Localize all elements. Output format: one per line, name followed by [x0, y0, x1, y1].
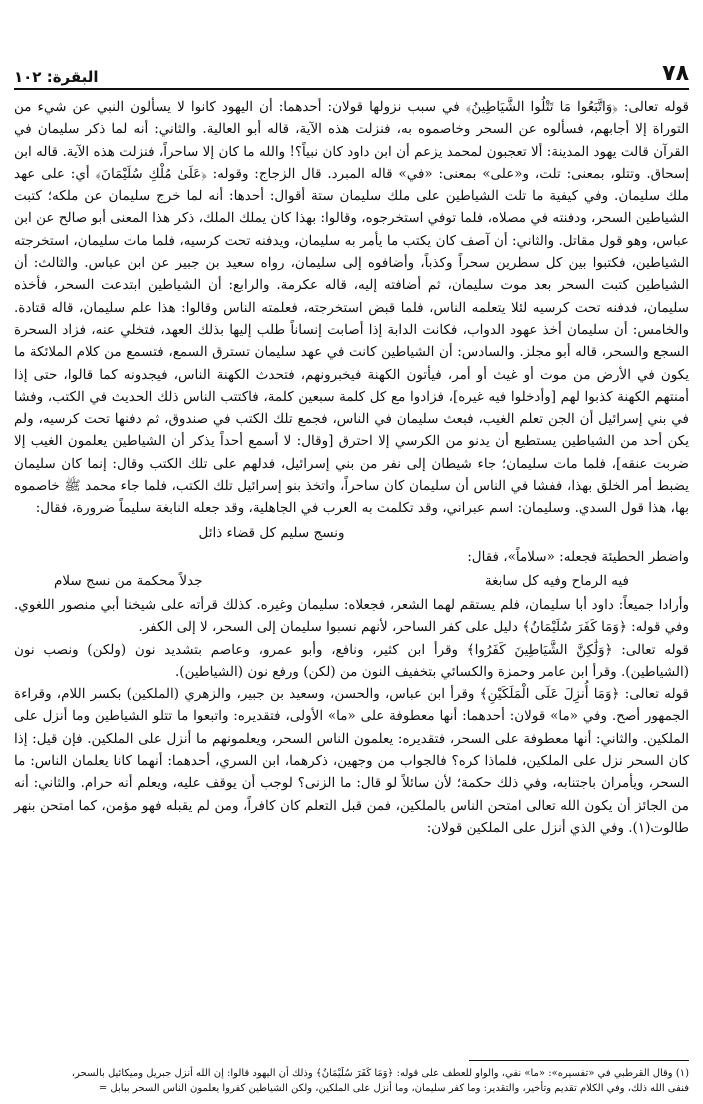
page-number: ٧٨ — [662, 61, 689, 86]
footnote-line: (١) وقال القرطبي في «تفسيره»: «ما» نفي، والواو للعطف على قوله: ﴿وَمَا كَفَرَ سُلَيْمَانُ﴾ وذلك أن اليهود قالوا: إن الله أنزل جبريل وميكائيل بالسحر، — [71, 1068, 689, 1079]
running-head: البقرة: ١٠٢ — [14, 68, 99, 86]
poetry-hemistich-second: جدلاً محكمة من نسج سلام — [54, 572, 203, 589]
paragraph-malakayn: قوله تعالى: ﴿وَمَا أُنزِلَ عَلَى الْمَلَكَيْنِ﴾ وقرأ ابن عباس، والحسن، وسعيد بن جبير، والزهري (الملكين) بكسر اللام، وقراءة الجمهور أصح. وفي «ما» قولان: أحدهما: أنها معطوفة على «ما» الأولى، فتقديره: واتبعوا ما تتلو الشياطين وما أنزل على الملكين. والثاني: أنها معطوفة على السحر، فتقديره: يعلمون الناس السحر، ويعلمونهم ما أنزل على الملكين. فإن قيل: إذا كان السحر نزل على الملكين، فلماذا كره؟ فالجواب من وجهين، ذكرهما، ابن السري، أحدهما: أنهما كانا يعلمان الناس: ما السحر، ويأمران باجتنابه، وفي ذلك حكمة؛ لأن سائلاً لو قال: ما الزنى؟ لوجب أن يوقف عليه، ويعلم أنه حرام. والثاني: أنه من الجائز أن يكون الله تعالى امتحن الناس بالملكين، فمن قبل التعلم كان كافراً، ومن لم يقبله فهو مؤمن، كما امتحن بنهر طالوت(١). وفي الذي أنزل على الملكين قولان: — [14, 686, 689, 836]
poetry-line-hutayah — [14, 568, 689, 594]
footnote-divider — [469, 1060, 689, 1061]
poetry-hemistich: ونسج سليم كل قضاء ذائل — [198, 524, 345, 541]
paragraph-lakin: قوله تعالى: ﴿وَلَٰكِنَّ الشَّيَاطِينَ كَفَرُوا﴾ وقرأ ابن كثير، ونافع، وأبو عمرو، وعاصم بتشديد نون (ولكن) ونصب نون (الشياطين). وقرأ ابن عامر وحمزة والكسائي بتخفيف النون من (لكن) ورفع نون (الشياطين). — [14, 641, 689, 680]
header-divider — [14, 88, 689, 90]
footnote-line: فنفى الله ذلك، وفي الكلام تقديم وتأخير، والتقدير: وما كفر سليمان، وما أنزل على الملكين، ولكن الشياطين كفروا يعلمون الناس السحر ببابل = — [98, 1083, 689, 1094]
poetry-hemistich-first: فيه الرماح وفيه كل سابغة — [484, 572, 629, 589]
footnotes — [14, 1066, 689, 1096]
paragraph-commentary: وأرادا جميعاً: داود أبا سليمان، فلم يستقم لهما الشعر، فجعلاه: سليمان وغيره. كذلك قرأته على شيخنا أبي منصور اللغوي. وفي قوله: ﴿وَمَا كَفَرَ سُلَيْمَانُ﴾ دليل على كفر الساحر، لأنهم نسبوا سليمان إلى السحر، لا إلى الكفر. — [14, 596, 689, 636]
poetry-line-nabigha — [14, 520, 689, 546]
main-text — [14, 96, 689, 839]
paragraph-verse-102: قوله تعالى: ﴿وَاتَّبَعُوا مَا تَتْلُوا الشَّيَاطِينُ﴾ في سبب نزولها قولان: أحدهما: أن اليهود كانوا لا يسألون النبي عن شيء من التوراة إلا أجابهم، فسألوه عن السحر وخاصموه به، فنزلت هذه الآية، قاله أبو العالية. والثاني: أنه لما ذكر سليمان في القرآن قالت يهود المدينة: ألا تعجبون لمحمد يزعم أن ابن داود كان نبياً؟! والله ما كان إلا ساحراً، فنزلت هذه الآية. قاله ابن إسحاق. وتتلو، بمعنى: تلت، و«على» بمعنى: «في» قاله المبرد. قال الزجاج: وقوله: ﴿عَلَىٰ مُلْكِ سُلَيْمَانَ﴾ أي: على عهد ملك سليمان. وفي كيفية ما تلت الشياطين على ملك سليمان ستة أقوال: أحدها: أنه لما خرج سليمان عن ملكه؛ كتبت الشياطين السحر، ودفنته في مصلاه، فلما توفي استخرجوه، وقالوا: بهذا كان يملك الملك، ذكر هذا المعنى أبو صالح عن ابن عباس، وهو قول مقاتل. والثاني: أن آصف كان يكتب ما يأمر به سليمان، ويدفنه تحت كرسيه، فلما مات سليمان، استخرجته الشياطين، فكتبوا بين كل سطرين سحراً وكذباً، وأضافوه إلى سليمان، رواه سعيد بن جبير عن ابن عباس. والثالث: أن الشياطين كتبت السحر بعد موت سليمان، ثم أضافته إليه، قاله عكرمة. والرابع: أن الشياطين ابتدعت السحر، فأخذه سليمان، فدفنه تحت كرسيه لئلا يتعلمه الناس، فلما قبض استخرجته، فعلمته الناس وقالوا: هذا علم سليمان، قاله قتادة. والخامس: أن سليمان أخذ عهود الدواب، فكانت الدابة إذا أصابت إنساناً طلب إليها بذلك العهد، فتخلي عنه، فزاد السحرة السجع والسحر، قاله أبو مجلز. والسادس: أن الشياطين كانت في عهد سليمان تسترق السمع، فتسمع من كلام الملائكة ما يكون في الأرض من موت أو غيث أو أمر، فيأتون الكهنة فيخبرونهم، فتحدث الكهنة الناس، فيجدونه كما قالوا، حتى إذا أمنتهم الكهنة كذبوا لهم [وأدخلوا فيه غيره]، فزادوا مع كل كلمة سبعين كلمة، فاكتتب الناس ذلك الحديث في الكتب، وفشا في بني إسرائيل أن الجن تعلم الغيب، فبعث سليمان في الناس، فجمع تلك الكتب في صندوق، ثم دفنها تحت كرسيه، ولم يكن أحد من الشياطين يستطيع أن يدنو من الكرسي إلا احترق [وقال: لا أسمع أحداً يذكر أن الشياطين يعلمون الغيب إلا ضربت عنقه]، فلما مات سليمان؛ جاء شيطان إلى نفر من بني إسرائيل، فدلهم على تلك الكتب وقال: إنما كان سليمان يضبط أمر الخلق بهذا، ففشا في الناس أن سليمان كان ساحراً، واتخذ بنو إسرائيل تلك الكتب، فلما جاء محمد ﷺ خاصموه بها، هذا قول السدي. وسليمان: اسم عبراني، وقد تكلمت به العرب في الجاهلية، وقد جعله النابغة سليماً ضرورة، فقال: — [14, 99, 689, 517]
paragraph-hutayah: واضطر الحطيئة فجعله: «سلاماً»، فقال: — [467, 548, 689, 565]
page-header — [14, 56, 689, 86]
